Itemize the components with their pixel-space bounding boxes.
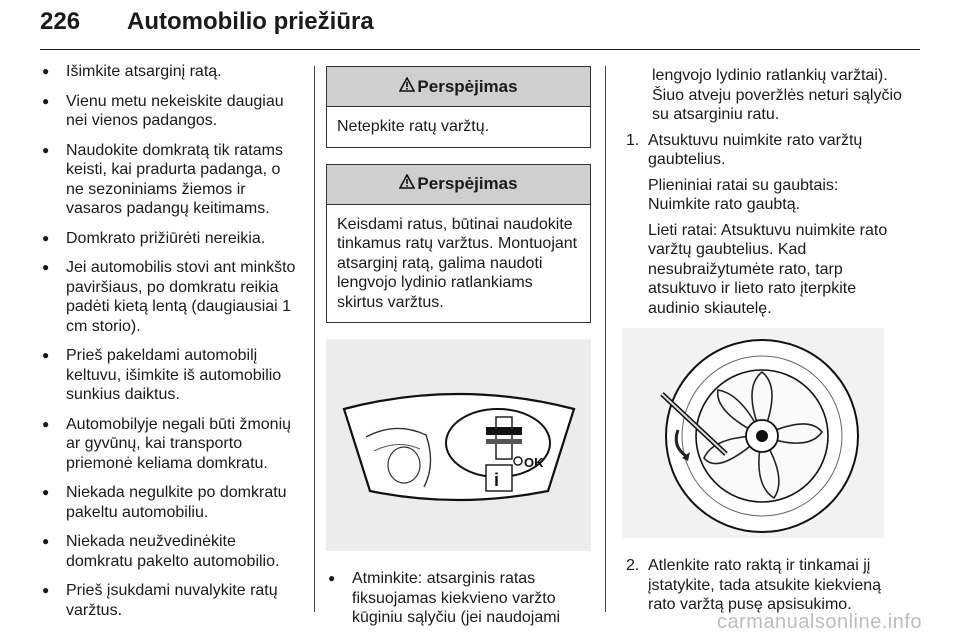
- precaution-list: [40, 62, 302, 620]
- warning-header: [327, 165, 590, 205]
- wheel-drawing: [622, 328, 884, 538]
- list-item: ● Automobilyje negali būti žmonių ar gyvūnų, kai transporto priemonė keliama domkratu.: [40, 415, 302, 474]
- step-detail: Plieniniai ratai su gaubtais: Nuimkite rato gaubtą.: [648, 176, 839, 213]
- list-item: ● Jei automobilis stovi ant minkšto paviršiaus, po domkratu reikia padėti kietą lentą (daugiausiai 1 cm storio).: [40, 258, 302, 336]
- warning-triangle-icon: [399, 77, 415, 97]
- ok-label: OK: [524, 455, 544, 470]
- list-item: ● Prieš pakeldami automobilį keltuvu, išimkite iš automobilio sunkius daiktus.: [40, 346, 302, 405]
- list-item: ● Naudokite domkratą tik ratams keisti, kai pradurta padanga, o ne sezoniniams žiemos ir vasaros padangų keitimams.: [40, 141, 302, 219]
- info-glyph: i: [494, 470, 500, 490]
- warning-box: [326, 66, 591, 148]
- note-list: [326, 569, 591, 628]
- page-number: 226: [40, 8, 81, 35]
- warning-header: [327, 67, 590, 107]
- warning-text: Netepkite ratų varžtų.: [337, 118, 490, 135]
- column-left: [40, 62, 302, 630]
- step-1: [612, 131, 902, 170]
- warning-title: Perspėjimas: [417, 76, 518, 96]
- list-item: ● Prieš įsukdami nuvalykite ratų varžtus.: [40, 581, 302, 620]
- step-number: 1.: [626, 131, 640, 149]
- wheel-bolt-drawing: [326, 339, 591, 551]
- list-item: ● Niekada negulkite po domkratu pakeltu automobiliu.: [40, 483, 302, 522]
- warning-text: Keisdami ratus, būtinai naudokite tinkamus ratų varžtus. Montuojant atsarginį ratą, galima naudoti lengvojo lydinio ratlankiams skirtus varžtus.: [337, 215, 578, 311]
- warning-title: Perspėjimas: [417, 174, 518, 193]
- list-item: ● Atminkite: atsarginis ratas fiksuojamas kiekvieno varžto kūginiu sąlyčiu (jei naudojami: [326, 569, 591, 628]
- column-divider: [314, 66, 315, 612]
- column-divider: [605, 66, 606, 612]
- watermark: carmanualsonline.info: [716, 611, 922, 633]
- continued-text: lengvojo lydinio ratlankių varžtai). Šiuo atveju poveržlės neturi sąlyčio su atsarginiu ratu.: [652, 67, 902, 123]
- warning-triangle-icon: [399, 174, 415, 194]
- wheel-cap-illustration: [622, 328, 884, 538]
- step-text: Atlenkite rato raktą ir tinkamai jį įstatykite, tada atsukite kiekvieną rato varžtą pusę apsisukimo.: [648, 557, 882, 613]
- list-item: ● Niekada neužvedinėkite domkratu pakelto automobilio.: [40, 532, 302, 571]
- step-number: 2.: [626, 557, 640, 574]
- wheel-bolt-illustration: [326, 339, 591, 551]
- step-text: Atsuktuvu nuimkite rato varžtų gaubtelius.: [648, 131, 863, 168]
- step-2: [612, 556, 902, 615]
- page-header: [40, 8, 920, 50]
- column-right: [612, 66, 902, 615]
- column-middle: [326, 66, 591, 628]
- step-detail: Lieti ratai: Atsuktuvu nuimkite rato varžtų gaubtelius. Kad nesubraižytumėte rato, tarp atsuktuvo ir lieto rato įterpkite audinio skiautelę.: [648, 221, 888, 317]
- page-title: Automobilio priežiūra: [127, 8, 374, 35]
- list-item: ● Domkrato prižiūrėti nereikia.: [40, 229, 302, 249]
- warning-box: [326, 164, 591, 324]
- list-item: ● Vienu metu nekeiskite daugiau nei vienos padangos.: [40, 92, 302, 131]
- list-item: ● Išimkite atsarginį ratą.: [40, 62, 302, 82]
